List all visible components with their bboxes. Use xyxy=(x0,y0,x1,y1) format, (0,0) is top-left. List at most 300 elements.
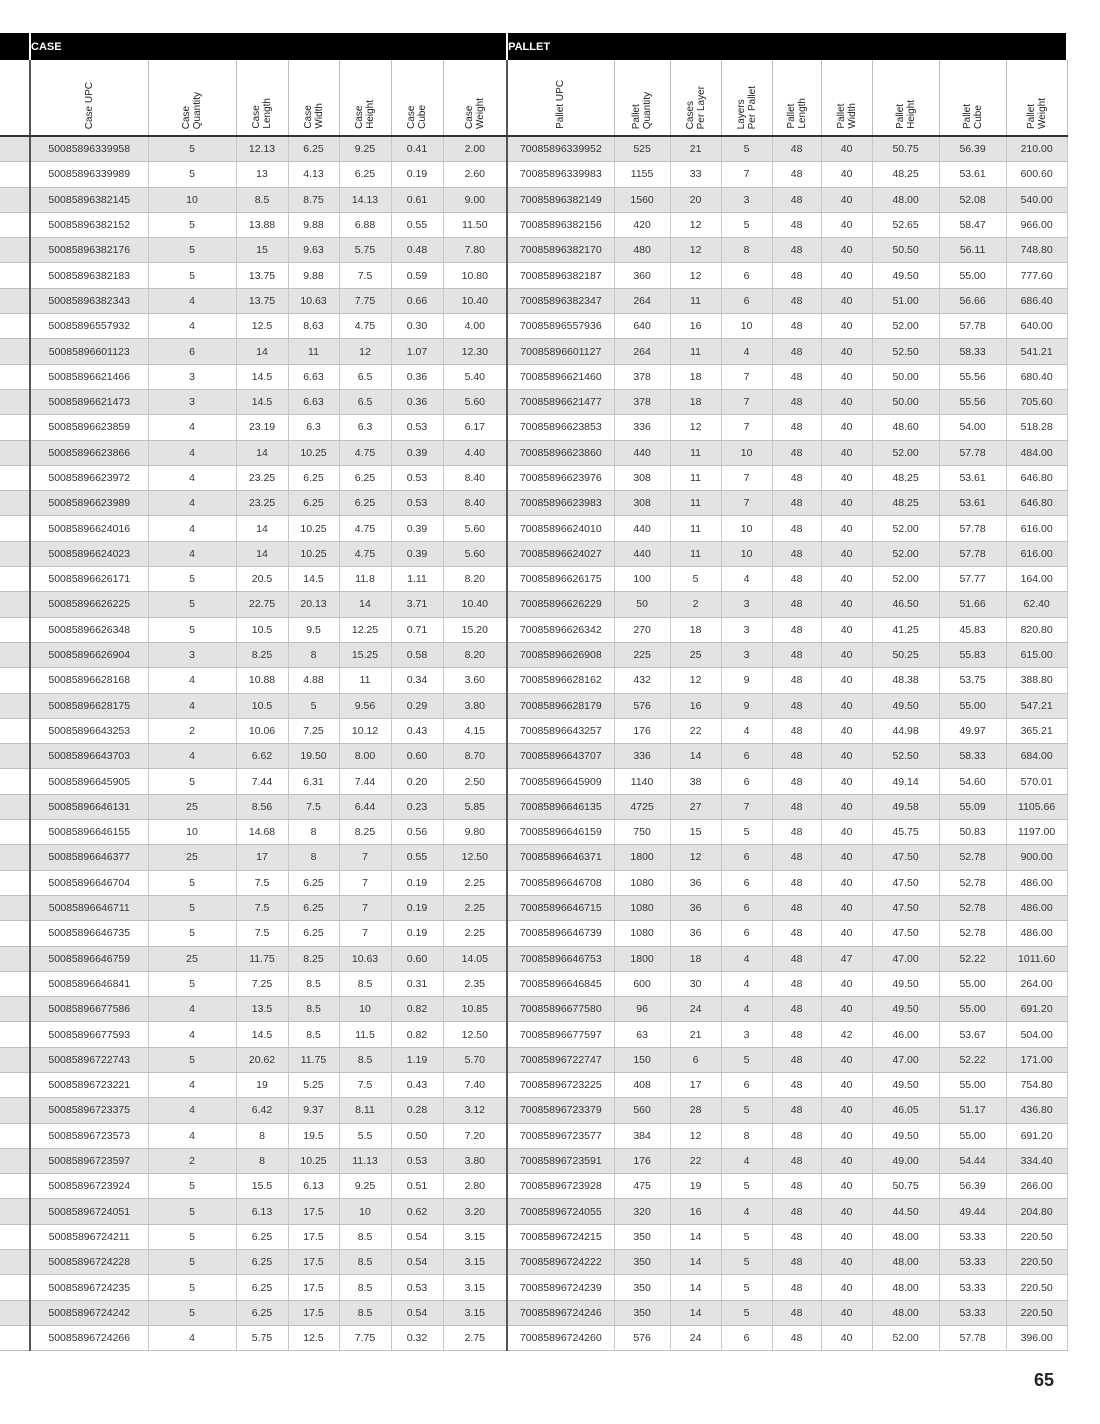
table-cell: 14 xyxy=(236,541,288,566)
table-cell: 40 xyxy=(821,136,872,162)
table-cell: 57.78 xyxy=(939,541,1006,566)
table-cell: 11 xyxy=(670,516,721,541)
table-cell: 686.40 xyxy=(1006,288,1067,313)
table-cell: 40 xyxy=(821,718,872,743)
table-cell: 48.00 xyxy=(872,1275,939,1300)
table-cell: 17.5 xyxy=(288,1300,339,1325)
table-cell: 4 xyxy=(721,1148,772,1173)
table-cell: 49.50 xyxy=(872,971,939,996)
table-cell: 49.58 xyxy=(872,794,939,819)
table-cell: 70085896724246 xyxy=(507,1300,614,1325)
table-cell: 6 xyxy=(721,895,772,920)
table-cell: 705.60 xyxy=(1006,389,1067,414)
table-cell: 0.82 xyxy=(391,1022,443,1047)
table-cell: 384 xyxy=(614,1123,670,1148)
table-cell: 17.5 xyxy=(288,1275,339,1300)
lead-cell xyxy=(0,794,30,819)
table-cell: 40 xyxy=(821,820,872,845)
table-cell: 0.41 xyxy=(391,136,443,162)
table-row xyxy=(0,794,1067,819)
table-cell: 48 xyxy=(772,136,821,162)
table-cell: 6.25 xyxy=(288,870,339,895)
table-cell: 47.50 xyxy=(872,870,939,895)
table-cell: 27 xyxy=(670,794,721,819)
table-row xyxy=(0,1250,1067,1275)
table-cell: 21 xyxy=(670,136,721,162)
table-cell: 5.85 xyxy=(443,794,507,819)
table-cell: 4.00 xyxy=(443,314,507,339)
table-cell: 50085896723597 xyxy=(30,1148,148,1173)
table-cell: 2.75 xyxy=(443,1325,507,1350)
table-cell: 1105.66 xyxy=(1006,794,1067,819)
table-cell: 40 xyxy=(821,1123,872,1148)
table-cell: 49.44 xyxy=(939,1199,1006,1224)
column-header-label: Layers Per Pallet xyxy=(735,85,758,129)
table-cell: 18 xyxy=(670,617,721,642)
table-cell: 50.75 xyxy=(872,1174,939,1199)
column-header xyxy=(721,60,772,136)
table-cell: 5.60 xyxy=(443,389,507,414)
table-cell: 36 xyxy=(670,921,721,946)
table-cell: 70085896724239 xyxy=(507,1275,614,1300)
table-cell: 40 xyxy=(821,288,872,313)
table-cell: 4 xyxy=(721,567,772,592)
table-cell: 14.5 xyxy=(236,1022,288,1047)
table-cell: 55.09 xyxy=(939,794,1006,819)
table-cell: 50 xyxy=(614,592,670,617)
table-cell: 40 xyxy=(821,187,872,212)
table-row xyxy=(0,1199,1067,1224)
table-cell: 600 xyxy=(614,971,670,996)
column-header-label: Pallet Cube xyxy=(961,103,984,129)
table-cell: 4 xyxy=(148,1098,236,1123)
table-cell: 63 xyxy=(614,1022,670,1047)
table-cell: 4 xyxy=(148,1022,236,1047)
table-cell: 100 xyxy=(614,567,670,592)
table-cell: 12.5 xyxy=(236,314,288,339)
table-cell: 70085896677597 xyxy=(507,1022,614,1047)
table-cell: 53.33 xyxy=(939,1250,1006,1275)
table-cell: 23.25 xyxy=(236,491,288,516)
table-cell: 8.5 xyxy=(339,1224,391,1249)
table-cell: 70085896643707 xyxy=(507,744,614,769)
table-cell: 50085896646841 xyxy=(30,971,148,996)
table-cell: 48 xyxy=(772,440,821,465)
table-row xyxy=(0,895,1067,920)
table-cell: 220.50 xyxy=(1006,1224,1067,1249)
table-cell: 40 xyxy=(821,465,872,490)
table-cell: 48 xyxy=(772,187,821,212)
table-cell: 46.00 xyxy=(872,1022,939,1047)
table-cell: 50085896621473 xyxy=(30,389,148,414)
table-cell: 5 xyxy=(721,1047,772,1072)
table-cell: 48 xyxy=(772,668,821,693)
table-cell: 6.3 xyxy=(288,415,339,440)
table-cell: 504.00 xyxy=(1006,1022,1067,1047)
table-cell: 5 xyxy=(148,870,236,895)
table-cell: 4 xyxy=(148,541,236,566)
table-cell: 48 xyxy=(772,744,821,769)
table-cell: 5 xyxy=(721,820,772,845)
table-cell: 50085896382183 xyxy=(30,263,148,288)
table-cell: 8.5 xyxy=(236,187,288,212)
table-cell: 40 xyxy=(821,1224,872,1249)
lead-cell xyxy=(0,516,30,541)
table-cell: 70085896723591 xyxy=(507,1148,614,1173)
table-row xyxy=(0,567,1067,592)
table-row xyxy=(0,1325,1067,1350)
table-cell: 50085896724228 xyxy=(30,1250,148,1275)
table-cell: 23.25 xyxy=(236,465,288,490)
table-cell: 0.39 xyxy=(391,440,443,465)
table-cell: 36 xyxy=(670,870,721,895)
column-header-label: Case Weight xyxy=(463,98,486,129)
table-cell: 48 xyxy=(772,794,821,819)
table-cell: 49.97 xyxy=(939,718,1006,743)
table-cell: 365.21 xyxy=(1006,718,1067,743)
table-cell: 70085896626342 xyxy=(507,617,614,642)
table-cell: 48.60 xyxy=(872,415,939,440)
table-cell: 486.00 xyxy=(1006,895,1067,920)
table-cell: 440 xyxy=(614,541,670,566)
table-cell: 22.75 xyxy=(236,592,288,617)
table-cell: 28 xyxy=(670,1098,721,1123)
table-cell: 5 xyxy=(288,693,339,718)
lead-cell xyxy=(0,465,30,490)
table-cell: 44.50 xyxy=(872,1199,939,1224)
table-cell: 48.00 xyxy=(872,1250,939,1275)
table-cell: 49.50 xyxy=(872,1123,939,1148)
table-cell: 40 xyxy=(821,314,872,339)
table-cell: 57.78 xyxy=(939,516,1006,541)
table-cell: 420 xyxy=(614,212,670,237)
group-header-row xyxy=(0,33,1067,60)
table-cell: 50085896646759 xyxy=(30,946,148,971)
lead-cell xyxy=(0,212,30,237)
table-cell: 14 xyxy=(670,1300,721,1325)
table-cell: 14 xyxy=(236,440,288,465)
table-cell: 50085896646377 xyxy=(30,845,148,870)
column-header-label: Pallet Weight xyxy=(1025,98,1048,129)
table-cell: 50085896623859 xyxy=(30,415,148,440)
table-cell: 42 xyxy=(821,1022,872,1047)
table-cell: 12 xyxy=(670,263,721,288)
table-cell: 70085896646715 xyxy=(507,895,614,920)
table-cell: 49.50 xyxy=(872,263,939,288)
table-cell: 3 xyxy=(721,1022,772,1047)
table-cell: 70085896626229 xyxy=(507,592,614,617)
table-cell: 47 xyxy=(821,946,872,971)
table-cell: 70085896623860 xyxy=(507,440,614,465)
case-group-header: CASE xyxy=(30,33,507,60)
table-cell: 4 xyxy=(721,946,772,971)
table-cell: 8.5 xyxy=(288,997,339,1022)
table-cell: 48.25 xyxy=(872,162,939,187)
table-cell: 350 xyxy=(614,1275,670,1300)
table-cell: 48 xyxy=(772,769,821,794)
table-cell: 30 xyxy=(670,971,721,996)
lead-cell xyxy=(0,1022,30,1047)
table-cell: 48 xyxy=(772,895,821,920)
table-cell: 57.78 xyxy=(939,440,1006,465)
table-cell: 4 xyxy=(148,415,236,440)
table-cell: 5 xyxy=(721,1174,772,1199)
table-cell: 408 xyxy=(614,1072,670,1097)
table-cell: 52.22 xyxy=(939,1047,1006,1072)
table-cell: 48 xyxy=(772,1047,821,1072)
table-cell: 8 xyxy=(288,820,339,845)
table-cell: 70085896646708 xyxy=(507,870,614,895)
lead-cell xyxy=(0,567,30,592)
table-cell: 40 xyxy=(821,997,872,1022)
table-cell: 6.25 xyxy=(288,136,339,162)
table-cell: 15 xyxy=(670,820,721,845)
table-cell: 0.19 xyxy=(391,870,443,895)
table-cell: 6 xyxy=(721,769,772,794)
lead-cell xyxy=(0,1300,30,1325)
table-cell: 70085896626175 xyxy=(507,567,614,592)
table-cell: 576 xyxy=(614,693,670,718)
table-cell: 5 xyxy=(148,921,236,946)
table-cell: 5.75 xyxy=(339,238,391,263)
table-cell: 220.50 xyxy=(1006,1275,1067,1300)
table-cell: 56.66 xyxy=(939,288,1006,313)
table-cell: 50085896624023 xyxy=(30,541,148,566)
table-cell: 49.50 xyxy=(872,693,939,718)
column-header-label: Case Width xyxy=(302,103,325,129)
table-cell: 96 xyxy=(614,997,670,1022)
table-cell: 0.19 xyxy=(391,921,443,946)
lead-cell xyxy=(0,1072,30,1097)
table-row xyxy=(0,592,1067,617)
table-cell: 47.00 xyxy=(872,1047,939,1072)
table-cell: 691.20 xyxy=(1006,1123,1067,1148)
table-cell: 70085896601127 xyxy=(507,339,614,364)
table-cell: 6 xyxy=(721,263,772,288)
table-cell: 48 xyxy=(772,491,821,516)
table-cell: 264 xyxy=(614,339,670,364)
table-cell: 6.25 xyxy=(339,465,391,490)
table-cell: 56.39 xyxy=(939,1174,1006,1199)
column-header-row xyxy=(0,60,1067,136)
column-header xyxy=(391,60,443,136)
table-cell: 70085896724260 xyxy=(507,1325,614,1350)
table-row xyxy=(0,971,1067,996)
table-cell: 750 xyxy=(614,820,670,845)
table-cell: 55.00 xyxy=(939,1072,1006,1097)
table-row xyxy=(0,288,1067,313)
table-cell: 3.20 xyxy=(443,1199,507,1224)
table-cell: 40 xyxy=(821,870,872,895)
table-cell: 8.5 xyxy=(288,971,339,996)
table-cell: 70085896724055 xyxy=(507,1199,614,1224)
table-cell: 40 xyxy=(821,1250,872,1275)
table-cell: 50085896628175 xyxy=(30,693,148,718)
table-cell: 40 xyxy=(821,415,872,440)
table-cell: 40 xyxy=(821,794,872,819)
table-cell: 9.00 xyxy=(443,187,507,212)
table-cell: 50085896628168 xyxy=(30,668,148,693)
table-cell: 5 xyxy=(148,1300,236,1325)
lead-cell xyxy=(0,718,30,743)
table-cell: 55.00 xyxy=(939,971,1006,996)
table-cell: 6.25 xyxy=(288,895,339,920)
table-cell: 48 xyxy=(772,845,821,870)
table-cell: 40 xyxy=(821,567,872,592)
table-cell: 8.75 xyxy=(288,187,339,212)
table-cell: 50085896723573 xyxy=(30,1123,148,1148)
column-header-label: Case UPC xyxy=(83,81,95,129)
lead-cell xyxy=(0,415,30,440)
table-cell: 56.39 xyxy=(939,136,1006,162)
table-cell: 12.5 xyxy=(288,1325,339,1350)
table-cell: 8.5 xyxy=(339,1047,391,1072)
table-cell: 70085896722747 xyxy=(507,1047,614,1072)
lead-cell xyxy=(0,364,30,389)
table-cell: 4 xyxy=(148,1123,236,1148)
table-cell: 23.19 xyxy=(236,415,288,440)
table-cell: 49.00 xyxy=(872,1148,939,1173)
table-cell: 52.65 xyxy=(872,212,939,237)
table-cell: 25 xyxy=(148,794,236,819)
table-cell: 50085896623972 xyxy=(30,465,148,490)
table-cell: 0.43 xyxy=(391,1072,443,1097)
table-cell: 5 xyxy=(148,895,236,920)
table-cell: 7.44 xyxy=(236,769,288,794)
table-cell: 55.56 xyxy=(939,389,1006,414)
table-cell: 5 xyxy=(148,567,236,592)
column-header-label: Pallet UPC xyxy=(555,80,567,129)
table-cell: 70085896646845 xyxy=(507,971,614,996)
table-cell: 44.98 xyxy=(872,718,939,743)
table-cell: 48 xyxy=(772,567,821,592)
table-cell: 6.25 xyxy=(288,491,339,516)
table-cell: 11.13 xyxy=(339,1148,391,1173)
table-cell: 40 xyxy=(821,693,872,718)
table-cell: 48.00 xyxy=(872,1224,939,1249)
lead-cell xyxy=(0,845,30,870)
table-cell: 50085896626171 xyxy=(30,567,148,592)
table-cell: 0.20 xyxy=(391,769,443,794)
lead-cell xyxy=(0,1047,30,1072)
table-cell: 6 xyxy=(721,288,772,313)
table-cell: 560 xyxy=(614,1098,670,1123)
table-cell: 1560 xyxy=(614,187,670,212)
table-cell: 70085896382149 xyxy=(507,187,614,212)
table-cell: 58.33 xyxy=(939,339,1006,364)
table-cell: 11 xyxy=(670,541,721,566)
table-cell: 0.53 xyxy=(391,415,443,440)
table-row xyxy=(0,364,1067,389)
table-cell: 3 xyxy=(148,364,236,389)
product-spec-table xyxy=(0,33,1068,1351)
table-cell: 50085896601123 xyxy=(30,339,148,364)
lead-column-cell xyxy=(0,60,30,136)
lead-cell xyxy=(0,1224,30,1249)
lead-cell xyxy=(0,668,30,693)
table-cell: 7.5 xyxy=(236,870,288,895)
table-cell: 22 xyxy=(670,1148,721,1173)
table-cell: 4.75 xyxy=(339,314,391,339)
table-cell: 50085896723221 xyxy=(30,1072,148,1097)
table-cell: 2.80 xyxy=(443,1174,507,1199)
table-cell: 7.5 xyxy=(339,263,391,288)
lead-cell xyxy=(0,238,30,263)
table-cell: 0.54 xyxy=(391,1224,443,1249)
table-cell: 48 xyxy=(772,1325,821,1350)
table-cell: 541.21 xyxy=(1006,339,1067,364)
table-cell: 378 xyxy=(614,389,670,414)
table-cell: 50085896623989 xyxy=(30,491,148,516)
table-cell: 17 xyxy=(236,845,288,870)
column-header-label: Case Cube xyxy=(406,105,428,129)
table-cell: 0.53 xyxy=(391,1275,443,1300)
table-cell: 20.13 xyxy=(288,592,339,617)
table-cell: 616.00 xyxy=(1006,541,1067,566)
table-cell: 12 xyxy=(670,668,721,693)
table-cell: 48.00 xyxy=(872,1300,939,1325)
table-cell: 7.44 xyxy=(339,769,391,794)
table-cell: 475 xyxy=(614,1174,670,1199)
table-cell: 0.66 xyxy=(391,288,443,313)
table-cell: 11.50 xyxy=(443,212,507,237)
table-cell: 5.25 xyxy=(288,1072,339,1097)
table-cell: 49.14 xyxy=(872,769,939,794)
table-cell: 5 xyxy=(148,769,236,794)
table-cell: 13 xyxy=(236,162,288,187)
column-header xyxy=(614,60,670,136)
table-cell: 13.75 xyxy=(236,288,288,313)
table-cell: 2 xyxy=(148,1148,236,1173)
table-cell: 55.00 xyxy=(939,997,1006,1022)
table-cell: 6 xyxy=(721,921,772,946)
lead-cell xyxy=(0,136,30,162)
lead-cell xyxy=(0,440,30,465)
table-cell: 58.47 xyxy=(939,212,1006,237)
table-cell: 40 xyxy=(821,1199,872,1224)
table-cell: 10.12 xyxy=(339,718,391,743)
table-cell: 1155 xyxy=(614,162,670,187)
table-row xyxy=(0,263,1067,288)
table-cell: 70085896643257 xyxy=(507,718,614,743)
table-cell: 54.44 xyxy=(939,1148,1006,1173)
table-cell: 0.55 xyxy=(391,212,443,237)
table-cell: 54.60 xyxy=(939,769,1006,794)
lead-cell xyxy=(0,769,30,794)
table-cell: 518.28 xyxy=(1006,415,1067,440)
table-cell: 3.60 xyxy=(443,668,507,693)
table-cell: 4 xyxy=(148,440,236,465)
table-cell: 48 xyxy=(772,1098,821,1123)
table-cell: 5 xyxy=(148,1250,236,1275)
table-row xyxy=(0,744,1067,769)
table-cell: 350 xyxy=(614,1224,670,1249)
table-cell: 10.40 xyxy=(443,288,507,313)
table-cell: 50085896724266 xyxy=(30,1325,148,1350)
table-cell: 11 xyxy=(670,288,721,313)
table-cell: 19 xyxy=(236,1072,288,1097)
table-cell: 754.80 xyxy=(1006,1072,1067,1097)
table-cell: 50085896626904 xyxy=(30,642,148,667)
table-cell: 53.61 xyxy=(939,465,1006,490)
table-cell: 220.50 xyxy=(1006,1250,1067,1275)
table-cell: 40 xyxy=(821,769,872,794)
table-cell: 53.33 xyxy=(939,1300,1006,1325)
table-cell: 540.00 xyxy=(1006,187,1067,212)
table-cell: 8 xyxy=(721,1123,772,1148)
table-cell: 10.25 xyxy=(288,541,339,566)
table-cell: 777.60 xyxy=(1006,263,1067,288)
